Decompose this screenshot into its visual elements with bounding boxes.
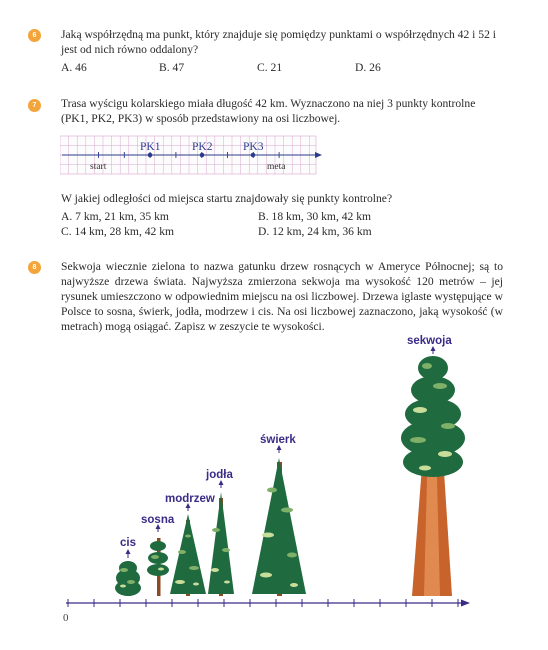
- pk1-label: PK1: [140, 141, 161, 153]
- larch-label: modrzew: [165, 493, 215, 505]
- race-number-line: [60, 133, 330, 179]
- fir-label: jodła: [206, 469, 233, 481]
- spruce-tree: [252, 458, 306, 596]
- pk1-point: [148, 153, 153, 158]
- axis-arrow: [315, 152, 322, 158]
- pk3-label: PK3: [243, 141, 264, 153]
- pine-tree: [147, 538, 169, 596]
- zero-label: 0: [63, 612, 69, 624]
- task7-option-b: B. 18 km, 30 km, 42 km: [258, 210, 372, 223]
- pk2-point: [200, 153, 205, 158]
- pine-label: sosna: [141, 514, 175, 526]
- task6-option-c: C. 21: [257, 61, 283, 74]
- task-number-badge: 8: [28, 261, 41, 274]
- task7-intro: Trasa wyścigu kolarskiego miała długość 42 km. Wyznaczono na niej 3 punkty kontrolne (PK1, PK2, PK3) w sposób przedstawiony na osi liczbowej.: [61, 97, 476, 125]
- yew-arrow: [126, 549, 131, 554]
- pk2-label: PK2: [192, 141, 213, 153]
- finish-label: meta: [267, 162, 286, 172]
- larch-tree: [170, 514, 206, 596]
- task7-option-d: D. 12 km, 24 km, 36 km: [258, 225, 372, 238]
- task7-option-a: A. 7 km, 21 km, 35 km: [61, 210, 169, 223]
- pk3-point: [251, 153, 256, 158]
- start-label: start: [90, 162, 107, 172]
- fir-tree: [208, 492, 234, 596]
- spruce-label: świerk: [260, 434, 296, 446]
- task8-text: Sekwoja wiecznie zielona to nazwa gatunku drzew rosnących w Ameryce Północnej; są to najwyższe drzewa świata. Najwyższa zmierzona sekwoja ma wysokość 120 metrów – jej rysunek umieszczono w odpowiednim miejscu na osi liczbowej. Drzewa iglaste występujące w Polsce to sosna, świerk, jodła, modrzew i cis. Na osi liczbowej zaznaczono, jaką wysokość (w metrach) mogą osiągać. Zapisz w zeszycie te wysokości.: [61, 260, 503, 333]
- task7-option-c: C. 14 km, 28 km, 42 km: [61, 225, 175, 238]
- sequoia-label: sekwoja: [407, 335, 452, 347]
- task6-option-a: A. 46: [61, 61, 87, 74]
- yew-label: cis: [120, 537, 136, 549]
- number-line-arrow: [461, 600, 470, 607]
- yew-tree: [115, 561, 141, 596]
- task-number-badge: 7: [28, 99, 41, 112]
- task6-option-b: B. 47: [159, 61, 185, 74]
- task7-question: W jakiej odległości od miejsca startu znajdowały się punkty kontrolne?: [61, 192, 393, 205]
- task-number-badge: 6: [28, 29, 41, 42]
- task6-question: Jaką współrzędną ma punkt, który znajduje się pomiędzy punktami o współrzędnych 42 i 52 i jest od nich równo oddalony?: [61, 28, 496, 56]
- tree-height-illustration: [0, 330, 548, 630]
- sequoia-tree: [401, 356, 465, 596]
- task6-option-d: D. 26: [355, 61, 381, 74]
